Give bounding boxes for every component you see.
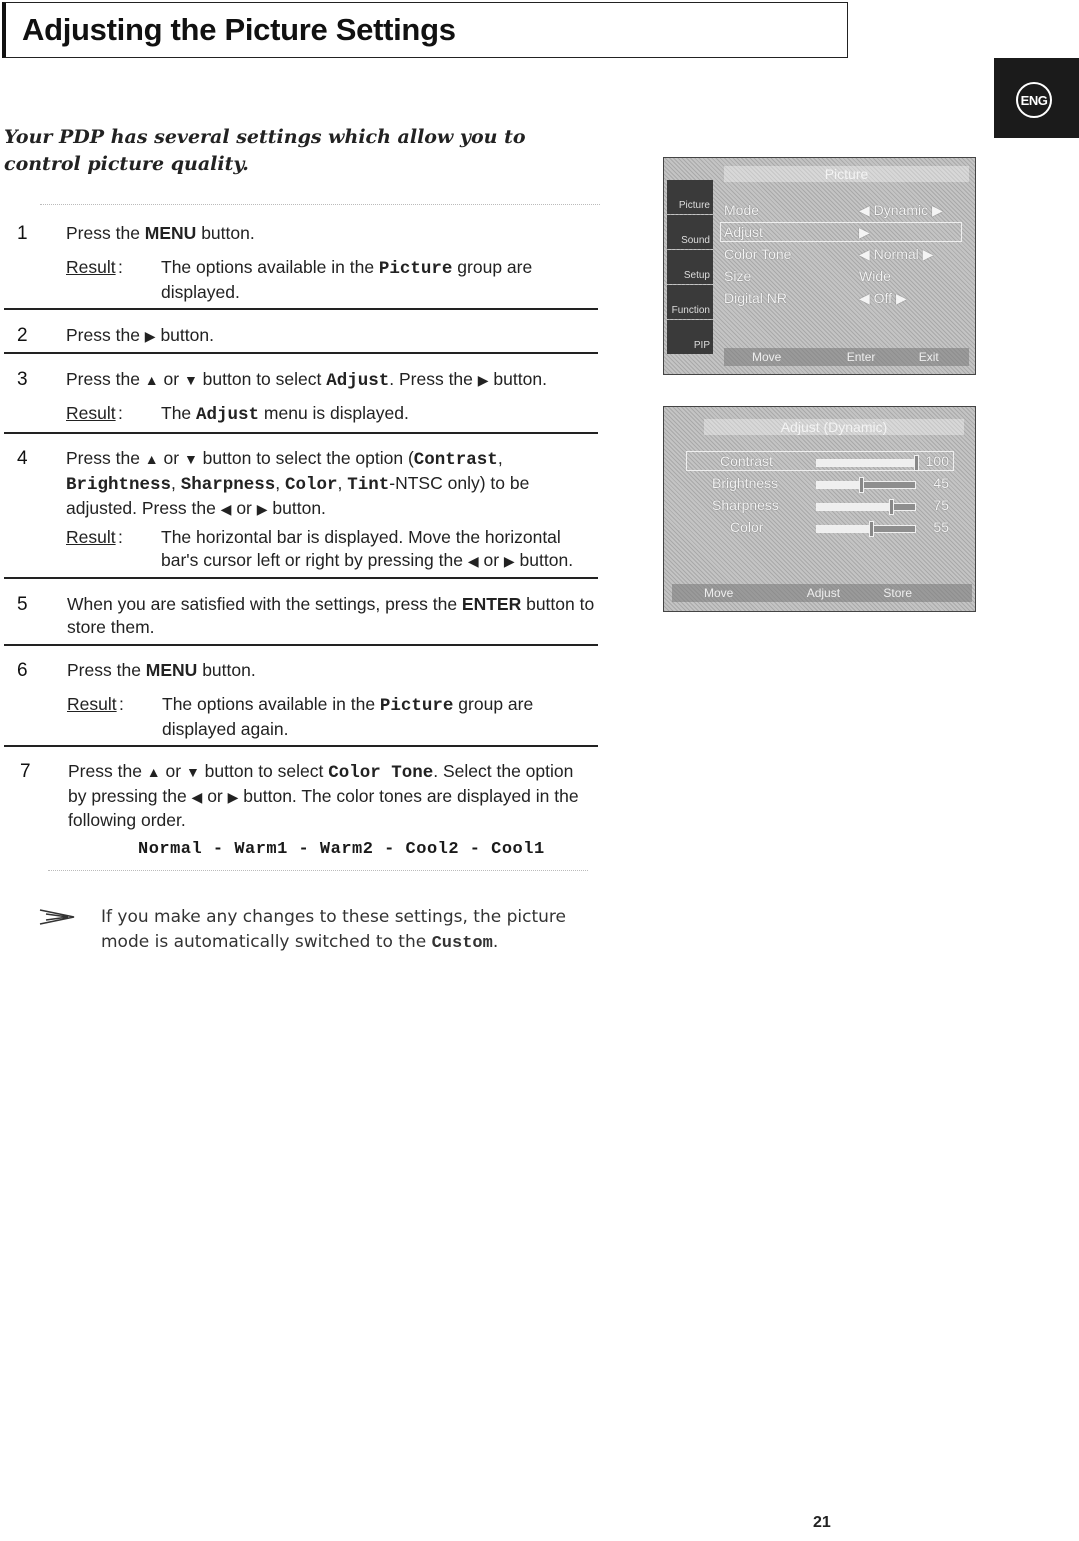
- color-tone-order: Normal - Warm1 - Warm2 - Cool2 - Cool1: [138, 840, 545, 859]
- slider-label[interactable]: Brightness: [712, 475, 779, 491]
- result-label: Result: [67, 694, 117, 714]
- adjust-hint: Adjust: [806, 586, 841, 600]
- slider-fill: [817, 526, 871, 532]
- result-label: Result: [66, 527, 116, 547]
- move-hint: Move: [704, 586, 734, 600]
- slider-value: 100: [925, 453, 949, 469]
- page-number: 21: [813, 1514, 831, 1531]
- osd-row-value: ◀ Dynamic ▶: [859, 202, 943, 218]
- divider: [4, 308, 598, 310]
- step-number: 2: [17, 325, 28, 346]
- slider-track[interactable]: [816, 481, 916, 489]
- tab-sound[interactable]: Sound: [667, 215, 713, 249]
- tab-setup[interactable]: Setup: [667, 250, 713, 284]
- left-arrow-icon: ◀: [467, 553, 479, 569]
- result-label: Result: [66, 403, 116, 423]
- step-6-result: The options available in the Picture group are displayed again.: [162, 694, 534, 739]
- left-arrow-icon: ◀: [220, 501, 232, 517]
- slider-knob[interactable]: [889, 499, 894, 515]
- divider: [4, 745, 598, 747]
- right-arrow-icon: ▶: [144, 328, 156, 344]
- divider: [4, 352, 598, 354]
- page-title: Adjusting the Picture Settings: [22, 12, 456, 47]
- step-1-text: Press the MENU button.: [66, 223, 255, 243]
- step-number: 1: [17, 223, 28, 244]
- slider-label[interactable]: Sharpness: [712, 497, 779, 513]
- store-hint: Store: [883, 586, 913, 600]
- note-text: If you make any changes to these settings, the picture mode is automatically switched to the Custom.: [101, 907, 566, 953]
- step-4-text: Press the ▲ or ▼ button to select the option (Contrast, Brightness, Sharpness, Color, Tint-NTSC only) to be adjusted. Press the ◀ or ▶ button.: [66, 448, 530, 518]
- step-4-result: The horizontal bar is displayed. Move the horizontal bar's cursor left or right by pressing the ◀ or ▶ button.: [161, 527, 574, 570]
- slider-label[interactable]: Color: [730, 519, 764, 535]
- osd-row-label[interactable]: Size: [724, 268, 752, 284]
- slider-value: 45: [933, 475, 949, 491]
- osd-row-label[interactable]: Adjust: [724, 224, 763, 240]
- slider-value: 55: [933, 519, 949, 535]
- divider: [4, 644, 598, 646]
- exit-hint: Exit: [918, 350, 939, 364]
- slider-fill: [817, 504, 891, 510]
- enter-hint: Enter: [846, 350, 876, 364]
- step-6-text: Press the MENU button.: [67, 660, 256, 680]
- osd-row-value: ◀ Normal ▶: [859, 246, 934, 262]
- slider-track[interactable]: [816, 459, 916, 467]
- divider: [4, 432, 598, 434]
- slider-fill: [817, 460, 915, 466]
- divider: [4, 577, 598, 579]
- step-number: 4: [17, 448, 28, 469]
- slider-value: 75: [933, 497, 949, 513]
- slider-knob[interactable]: [869, 521, 874, 537]
- up-arrow-icon: ▲: [146, 764, 161, 780]
- right-arrow-icon: ▶: [503, 553, 515, 569]
- slider-knob[interactable]: [914, 455, 919, 471]
- step-3-text: Press the ▲ or ▼ button to select Adjust. Press the ▶ button.: [66, 369, 547, 391]
- note-arrow-icon: [38, 906, 76, 926]
- step-7-text: Press the ▲ or ▼ button to select Color Tone. Select the option by pressing the ◀ or ▶ button. The color tones are displayed in the following order.: [68, 761, 579, 830]
- right-arrow-icon: ▶: [256, 501, 268, 517]
- step-number: 6: [17, 660, 28, 681]
- step-1-result: The options available in the Picture group are displayed.: [161, 257, 533, 302]
- osd-row-value: ▶: [859, 224, 870, 240]
- slider-track[interactable]: [816, 503, 916, 511]
- step-5-text: When you are satisfied with the settings, press the ENTER button to store them.: [67, 594, 595, 637]
- osd-row-label[interactable]: Color Tone: [724, 246, 792, 262]
- slider-knob[interactable]: [859, 477, 864, 493]
- step-2-text: Press the ▶ button.: [66, 325, 214, 345]
- tab-pip[interactable]: PIP: [667, 320, 713, 354]
- eng-badge-icon: ENG: [1016, 82, 1052, 118]
- slider-track[interactable]: [816, 525, 916, 533]
- divider: [48, 870, 588, 871]
- slider-label[interactable]: Contrast: [720, 453, 773, 469]
- right-arrow-icon: ▶: [227, 789, 239, 805]
- osd-row-value: ◀ Off ▶: [859, 290, 907, 306]
- tab-picture[interactable]: Picture: [667, 180, 713, 214]
- step-3-result: The Adjust menu is displayed.: [161, 403, 409, 425]
- move-hint: Move: [752, 350, 782, 364]
- osd-footer: [672, 584, 972, 602]
- down-arrow-icon: ▼: [185, 764, 200, 780]
- slider-fill: [817, 482, 861, 488]
- step-number: 7: [20, 761, 31, 782]
- osd-adjust-menu: [663, 406, 976, 612]
- result-label: Result: [66, 257, 116, 277]
- down-arrow-icon: ▼: [183, 451, 198, 467]
- down-arrow-icon: ▼: [183, 372, 198, 388]
- osd-picture-menu: [663, 157, 976, 375]
- right-arrow-icon: ▶: [477, 372, 489, 388]
- left-arrow-icon: ◀: [191, 789, 203, 805]
- divider: [40, 204, 600, 205]
- intro-text: Your PDP has several settings which allow you to control picture quality.: [4, 126, 526, 175]
- osd-row-label[interactable]: Mode: [724, 202, 760, 218]
- osd-title: Picture: [724, 166, 969, 182]
- step-number: 3: [17, 369, 28, 390]
- osd-row-label[interactable]: Digital NR: [724, 290, 788, 306]
- osd-footer: [724, 348, 969, 366]
- osd-title: Adjust (Dynamic): [704, 419, 964, 435]
- tab-function[interactable]: Function: [667, 285, 713, 319]
- osd-side-tabs: [667, 180, 713, 355]
- osd-row-value: Wide: [859, 268, 891, 284]
- step-number: 5: [17, 594, 28, 615]
- up-arrow-icon: ▲: [144, 372, 159, 388]
- up-arrow-icon: ▲: [144, 451, 159, 467]
